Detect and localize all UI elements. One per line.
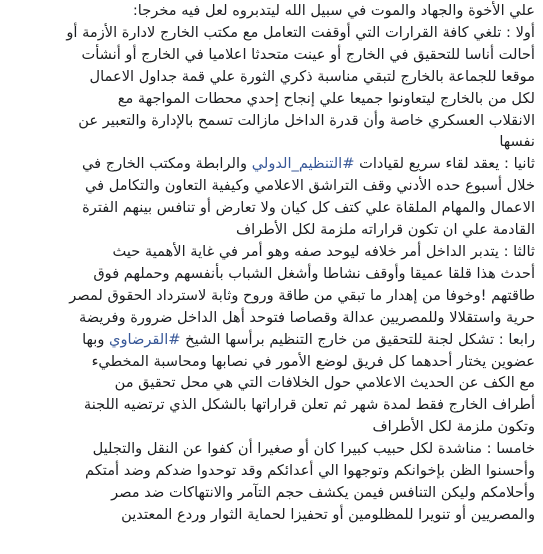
post-line: الاعمال والمهام الملقاة علي كتف كل كيان ولا تعارض أو تنافس بينهم الفترة <box>82 199 535 217</box>
post-line <box>6 153 535 175</box>
post-line: وأحسنوا الظن بإخوانكم وتوجهوا الي أعدائكم وقد توحدوا ضدكم وضد أمتكم <box>85 462 535 480</box>
post-line: لكل من بالخارج ليتعاونوا جميعا علي إنجاح إحدي محطات المواجهة مع <box>117 89 535 107</box>
post-line: علي الأخوة والجهاد والموت في سبيل الله ليتدبروه لعل فيه مخرجا: <box>132 2 535 19</box>
post-line: أحالت أناسا للتحقيق في الخارج أو عينت متحدثا اعلاميا في الخارج أو أنشأت <box>81 45 535 63</box>
post-line: أحدث هذا قلقا عميقا وأوقف نشاطا وأشغل الشباب بأنفسهم وحملهم فوق <box>93 264 535 282</box>
post-line: والمصريين أو تنويرا للمظلومين أو تحفيزا لحماية الثوار وردع المعتدين <box>121 505 535 523</box>
post-line: أولا : تلغي كافة القرارات التي أوقفت التعامل مع مكتب الخارج لادارة الأزمة أو <box>66 23 535 41</box>
post-line: موقعا للجماعة بالخارج لتبقي مناسبة ذكري الثورة علي قمة جداول الاعمال <box>89 67 535 85</box>
post-line: عضوين يختار أحدهما كل فريق لوضع الأمور في نصابها ومحاسبة المخطيء <box>91 352 535 370</box>
post-line: خامسا : مناشدة لكل حبيب كبيرا كان أو صغيرا أن كفوا عن النقل والتجليل <box>92 440 535 458</box>
post-text: والرابطة ومكتب الخارج في <box>82 155 252 173</box>
post-line: القادمة علي ان تكون قراراته ملزمة لكل الأطراف <box>236 221 535 239</box>
post-line: مع الكف عن الحديث الاعلامي حول الخلافات التي هي محل تحقيق من <box>114 374 535 392</box>
post-line: أطراف الخارج فقط لمدة شهر ثم تعلن قراراتها بالشكل الذي ترتضيه اللجنة <box>83 396 535 414</box>
post-text: ثانيا : يعقد لقاء سريع لقيادات <box>354 155 535 173</box>
post-line: ثالثا : يتدبر الداخل أمر خلافه ليوحد صفه وهو أمر في غاية الأهمية حيث <box>112 242 535 260</box>
post-line: طاقتهم !وخوفا من إهدار ما تبقي من طاقة وروح وثابة لاسترداد الحقوق لمصر <box>69 286 535 304</box>
post-line: وأحلامكم وليكن التنافس فيمن يكشف حجم التآمر والانتهاكات ضد مصر <box>111 483 535 501</box>
post-text: وبها <box>82 330 110 348</box>
post-line: نفسها <box>499 133 535 151</box>
hashtag-link[interactable]: #القرضاوي <box>109 330 181 348</box>
hashtag-link[interactable]: #التنظيم_الدولي <box>251 155 355 173</box>
post-line <box>6 329 535 351</box>
post-text: رابعا : تشكل لجنة للتحقيق من خارج التنظيم برأسها الشيخ <box>180 330 535 348</box>
post-line: الانقلاب العسكري خاصة وأن قدرة الداخل مازالت تسمح بالإدارة والتعبير عن <box>78 111 535 129</box>
post-line: حرية واستقلالا وللمصريين عدالة وقصاصا فتوحد أهل الداخل ضرورة وفريضة <box>78 308 535 326</box>
post-line: خلال أسبوع حده الأدني وقف التراشق الاعلامي وكيفية التعاون والتكامل في <box>84 177 535 195</box>
post-line: وتكون ملزمة لكل الأطراف <box>372 418 535 436</box>
